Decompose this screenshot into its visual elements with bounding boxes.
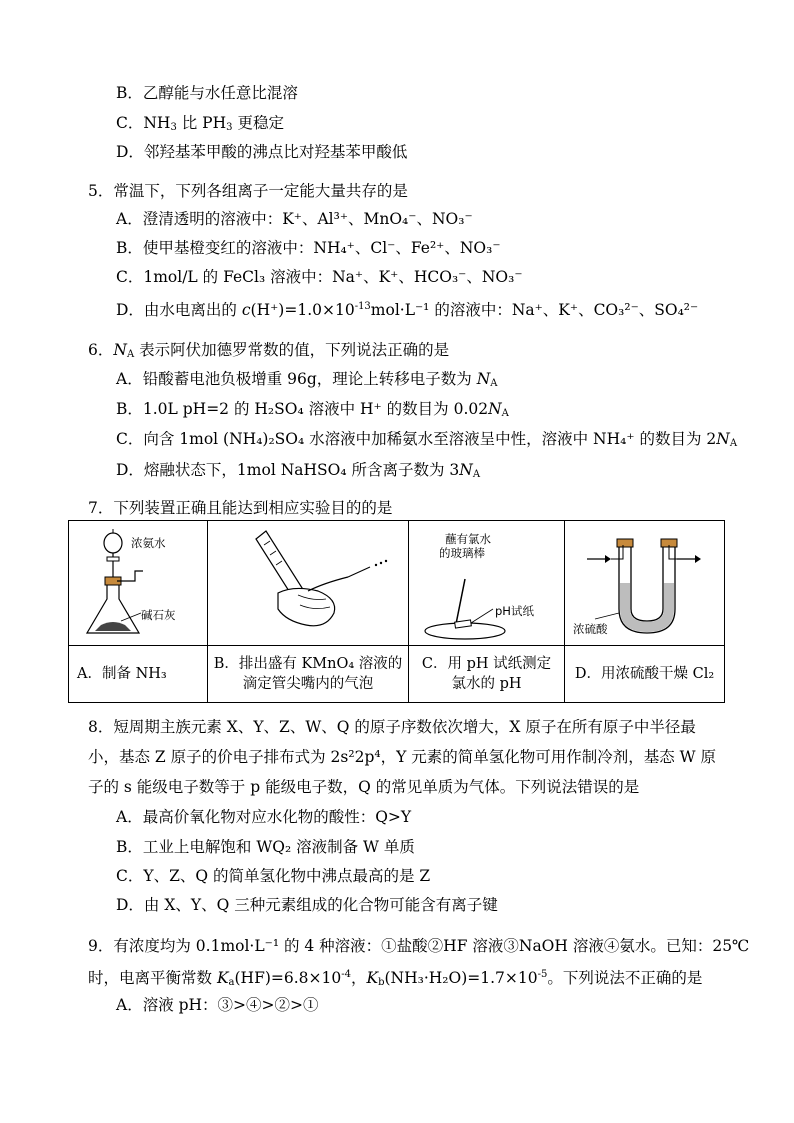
apparatus-b-cell	[208, 521, 409, 646]
apparatus-d-cell	[565, 521, 725, 646]
q6-option-a: A．铅酸蓄电池负极增重 96g，理论上转移电子数为 $N_A$	[116, 370, 498, 389]
label-conc-ammonia: 浓氨水	[131, 536, 166, 550]
apparatus-c-cell	[409, 521, 565, 646]
apparatus-a-cell	[69, 521, 208, 646]
q5-stem: 5．常温下，下列各组离子一定能大量共存的是	[88, 182, 408, 200]
caption-d: D．用浓硫酸干燥 Cl₂	[565, 646, 725, 703]
label-glass-rod: 的玻璃棒	[439, 546, 485, 560]
burette-bubble-illustration	[208, 521, 409, 645]
q8-option-a: A．最高价氧化物对应水化物的酸性：Q>Y	[116, 808, 412, 826]
q5-option-b: B．使甲基橙变红的溶液中：NH₄⁺、Cl⁻、Fe²⁺、NO₃⁻	[116, 239, 501, 257]
q4-option-d: D．邻羟基苯甲酸的沸点比对羟基苯甲酸低	[116, 143, 408, 161]
label-ph-paper: pH试纸	[495, 604, 534, 618]
label-soda-lime: 碱石灰	[141, 608, 176, 622]
q6-stem: 6．$N_A$ 表示阿伏加德罗常数的值，下列说法正确的是	[88, 341, 450, 360]
q9-stem-line1: 9．有浓度均为 0.1mol·L⁻¹ 的 4 种溶液：①盐酸②HF 溶液③NaOH 溶液④氨水。已知：25℃	[88, 937, 750, 955]
q6-option-b: B．1.0L pH=2 的 H₂SO₄ 溶液中 H⁺ 的数目为 $0.02N_A$	[116, 400, 509, 419]
q6-option-c: C．向含 1mol (NH₄)₂SO₄ 水溶液中加稀氨水至溶液呈中性，溶液中 NH₄⁺ 的数目为 $2N_A$	[116, 430, 738, 449]
caption-b: B．排出盛有 KMnO₄ 溶液的 滴定管尖嘴内的气泡	[208, 646, 409, 703]
q9-stem-line2: 时，电离平衡常数 $K_a(HF)=6.8\times 10^{-4}$，$K_b(NH_3\cdot H_2O)=1.7\times 10^{-5}$。下列说法不正确的是	[88, 969, 703, 988]
label-conc-sulfuric-acid: 浓硫酸	[573, 622, 608, 636]
q4-option-c: C．$NH_3$ 比 $PH_3$ 更稳定	[116, 114, 284, 133]
caption-a: A．制备 NH₃	[69, 646, 208, 703]
q8-option-c: C．Y、Z、Q 的简单氢化物中沸点最高的是 Z	[116, 867, 431, 885]
q8-stem-line1: 8．短周期主族元素 X、Y、Z、W、Q 的原子序数依次增大，X 原子在所有原子中半径最	[88, 718, 696, 736]
q7-stem: 7．下列装置正确且能达到相应实验目的的是	[88, 499, 393, 517]
caption-c: C．用 pH 试纸测定 氯水的 pH	[409, 646, 565, 703]
q5-option-d: D．由水电离出的 $c(H^+)=1.0\times 10^{-13}mol\cdot L^{-1}$ 的溶液中：Na⁺、K⁺、CO₃²⁻、SO₄²⁻	[116, 301, 699, 319]
q6-option-d: D．熔融状态下，1mol NaHSO₄ 所含离子数为 $3N_A$	[116, 461, 481, 480]
q8-stem-line2: 小，基态 Z 原子的价电子排布式为 2s²2p⁴，Y 元素的简单氢化物可用作制冷剂，基态 W 原	[88, 748, 717, 766]
q8-stem-line3: 子的 s 能级电子数等于 p 能级电子数，Q 的常见单质为气体。下列说法错误的是	[88, 778, 640, 796]
q7-apparatus-table	[68, 520, 725, 703]
label-chlorine-water: 蘸有氯水	[445, 532, 491, 546]
q9-option-a: A．溶液 pH：③>④>②>①	[116, 996, 319, 1014]
q8-option-d: D．由 X、Y、Q 三种元素组成的化合物可能含有离子键	[116, 896, 498, 914]
q8-option-b: B．工业上电解饱和 WQ₂ 溶液制备 W 单质	[116, 838, 415, 856]
q5-option-c: C．1mol/L 的 FeCl₃ 溶液中：Na⁺、K⁺、HCO₃⁻、NO₃⁻	[116, 268, 523, 286]
q5-option-a: A．澄清透明的溶液中：K⁺、Al³⁺、MnO₄⁻、NO₃⁻	[116, 210, 473, 228]
q4-option-b: B．乙醇能与水任意比混溶	[116, 84, 298, 102]
